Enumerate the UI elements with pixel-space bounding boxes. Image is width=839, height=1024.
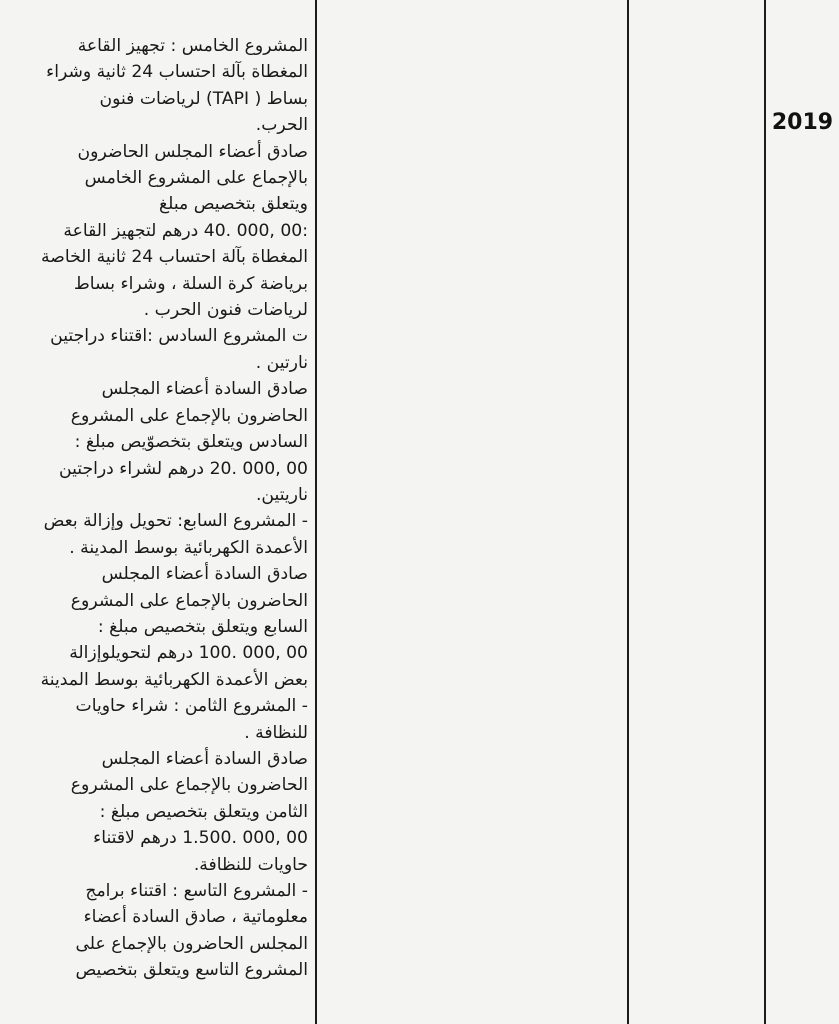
text-line: صادق السادة أعضاء المجلس: [101, 564, 308, 585]
text-line: السابع ويتعلق بتخصيص مبلغ :: [97, 616, 308, 637]
text-line: لرياضات فنون الحرب .: [143, 300, 308, 321]
text-line: بعض الأعمدة الكهربائية بوسط المدينة: [40, 669, 308, 690]
text-line: 00 ,000 .1.500 درهم لاقتناء: [93, 828, 308, 849]
text-line: 00 ,000 .20 درهم لشراء دراجتين: [58, 458, 308, 479]
text-line: نارتين .: [255, 352, 308, 373]
text-line: المغطاة بآلة احتساب 24 ثانية وشراء: [46, 62, 308, 83]
text-line: المجلس الحاضرون بالإجماع على: [75, 933, 308, 954]
text-line: الأعمدة الكهربائية بوسط المدينة .: [69, 537, 308, 558]
project-description-cell: [10, 33, 308, 984]
text-line: الثامن ويتعلق بتخصيص مبلغ :: [99, 801, 308, 822]
text-line: الحاضرون بالإجماع على المشروع: [70, 775, 308, 796]
text-line: السادس ويتعلق بتخصوّيص مبلغ :: [74, 432, 308, 453]
column-divider: [627, 0, 629, 1024]
text-line: صادق السادة أعضاء المجلس: [101, 748, 308, 769]
text-line: المشروع الخامس : تجهيز القاعة: [77, 36, 308, 56]
text-line: ناريتين.: [255, 484, 308, 505]
text-line: بالإجماع على المشروع الخامس: [84, 168, 308, 189]
text-line: ويتعلق بتخصيص مبلغ: [159, 194, 308, 215]
text-line: حاويات للنظافة.: [193, 854, 308, 875]
text-line: صادق أعضاء المجلس الحاضرون: [77, 141, 308, 162]
year-cell: 2019: [771, 110, 834, 135]
text-line: - المشروع الثامن : شراء حاويات: [75, 696, 308, 717]
text-line: للنظافة .: [244, 722, 308, 743]
text-line: 00 ,000 .100 درهم لتحويلوإزالة: [69, 643, 308, 664]
text-line: المشروع التاسع ويتعلق بتخصيص: [75, 960, 308, 981]
text-line: - المشروع السابع: تحويل وإزالة بعض: [43, 511, 308, 532]
column-divider: [764, 0, 766, 1024]
text-line: الحرب.: [255, 115, 308, 136]
text-line: صادق السادة أعضاء المجلس: [101, 379, 308, 400]
text-line: ت المشروع السادس :اقتناء دراجتين: [50, 326, 308, 347]
text-line: معلوماتية ، صادق السادة أعضاء: [83, 907, 308, 928]
text-line: برياضة كرة السلة ، وشراء بساط: [73, 273, 308, 294]
text-line: الحاضرون بالإجماع على المشروع: [70, 405, 308, 426]
text-line: :00 ,000 .40 درهم لتجهيز القاعة: [63, 220, 308, 241]
text-line: - المشروع التاسع : اقتناء برامج: [85, 881, 308, 901]
column-divider: [315, 0, 317, 1024]
text-line: الحاضرون بالإجماع على المشروع: [70, 590, 308, 611]
text-line: بساط ( TAPI) لرياضات فنون: [99, 88, 308, 109]
text-line: المغطاة بآلة احتساب 24 ثانية الخاصة: [41, 247, 308, 268]
